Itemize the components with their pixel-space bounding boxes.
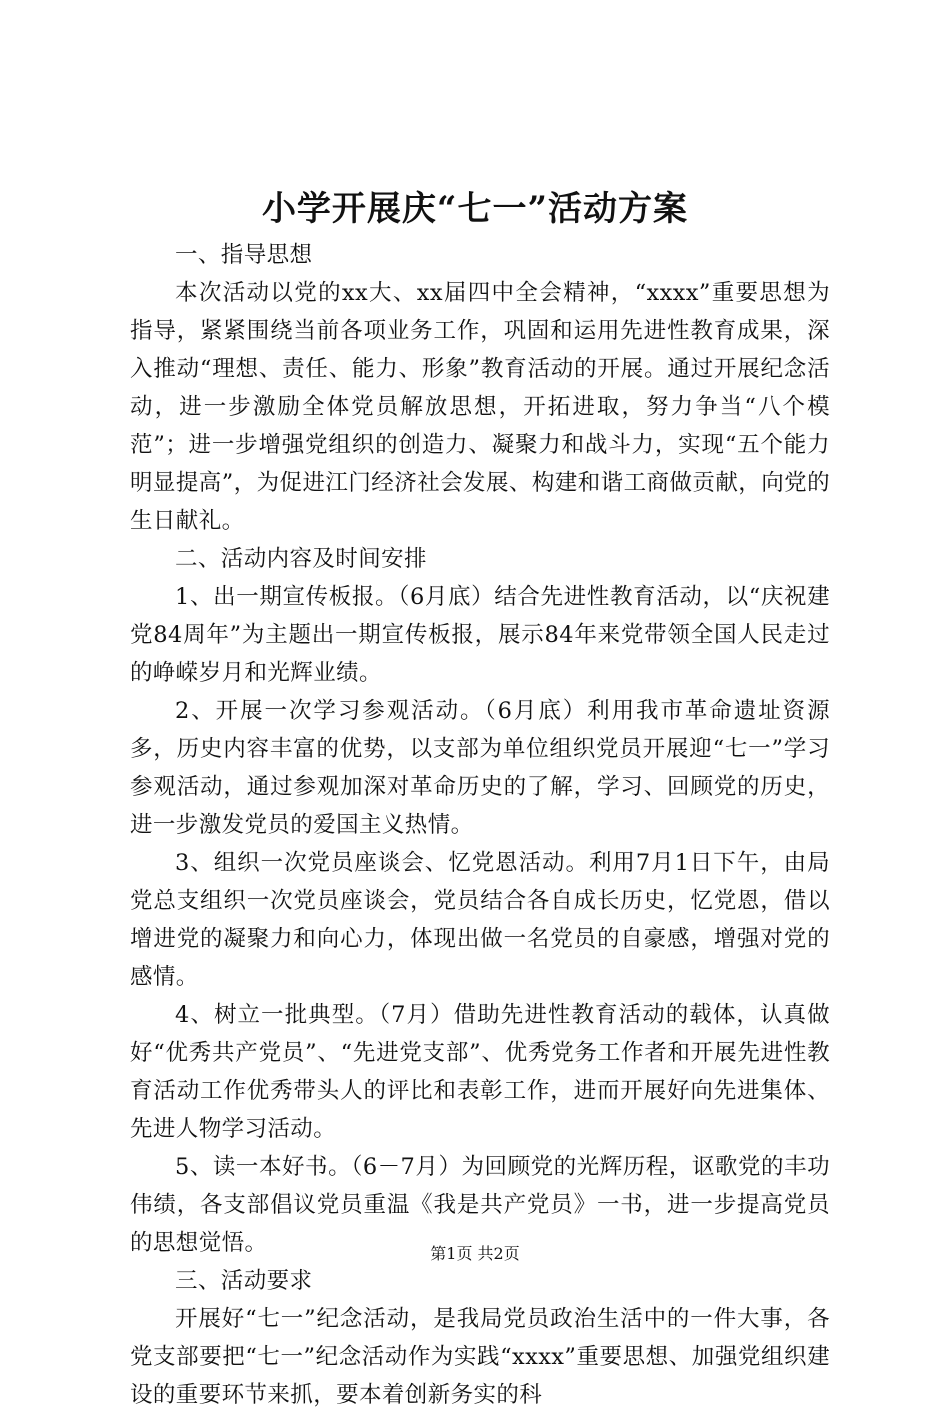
paragraph: 5、读一本好书。（6－7月）为回顾党的光辉历程，讴歌党的丰功伟绩，各支部倡议党员重温《我是共产党员》一书，进一步提高党员的思想觉悟。 bbox=[130, 1154, 830, 1256]
document-body bbox=[130, 236, 830, 1414]
paragraph: 本次活动以党的xx大、xx届四中全会精神，“xxxx”重要思想为指导，紧紧围绕当前各项业务工作，巩固和运用先进性教育成果，深入推动“理想、责任、能力、形象”教育活动的开展。通过开展纪念活动，进一步激励全体党员解放思想，开拓进取，努力争当“八个模范”；进一步增强党组织的创造力、凝聚力和战斗力，实现“五个能力明显提高”，为促进江门经济社会发展、构建和谐工商做贡献，向党的生日献礼。 bbox=[130, 280, 830, 534]
section-heading: 一、指导思想 bbox=[175, 242, 313, 268]
paragraph: 4、树立一批典型。（7月）借助先进性教育活动的载体，认真做好“优秀共产党员”、“先进党支部”、优秀党务工作者和开展先进性教育活动工作优秀带头人的评比和表彰工作，进而开展好向先进集体、先进人物学习活动。 bbox=[130, 1002, 830, 1142]
paragraph: 开展好“七一”纪念活动，是我局党员政治生活中的一件大事，各党支部要把“七一”纪念活动作为实践“xxxx”重要思想、加强党组织建设的重要环节来抓，要本着创新务实的科 bbox=[130, 1306, 830, 1408]
document-title: 小学开展庆“七一”活动方案 bbox=[261, 189, 689, 229]
paragraph: 1、出一期宣传板报。（6月底）结合先进性教育活动，以“庆祝建党84周年”为主题出一期宣传板报，展示84年来党带领全国人民走过的峥嵘岁月和光辉业绩。 bbox=[130, 584, 830, 686]
section-heading: 三、活动要求 bbox=[175, 1268, 313, 1294]
paragraph: 3、组织一次党员座谈会、忆党恩活动。利用7月1日下午，由局党总支组织一次党员座谈会，党员结合各自成长历史，忆党恩，借以增进党的凝聚力和向心力，体现出做一名党员的自豪感，增强对党的感情。 bbox=[130, 850, 830, 990]
section-heading: 二、活动内容及时间安排 bbox=[175, 546, 427, 572]
paragraph: 2、开展一次学习参观活动。（6月底）利用我市革命遗址资源多，历史内容丰富的优势，以支部为单位组织党员开展迎“七一”学习参观活动，通过参观加深对革命历史的了解，学习、回顾党的历史，进一步激发党员的爱国主义热情。 bbox=[130, 698, 830, 838]
page-footer: 第1页 共2页 bbox=[430, 1244, 520, 1263]
